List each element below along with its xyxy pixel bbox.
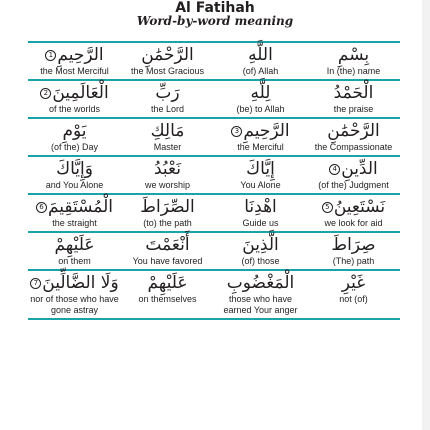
page-subtitle: Word-by-word meaning xyxy=(136,14,294,28)
word-cell xyxy=(28,233,121,269)
arabic-word xyxy=(56,159,93,180)
arabic-text: أَنْعَمْتَ xyxy=(145,235,190,255)
word-cell xyxy=(214,43,307,79)
arabic-word xyxy=(242,235,279,256)
english-meaning: (of the) Day xyxy=(50,142,99,152)
english-meaning: not (of) xyxy=(339,294,368,304)
english-meaning: You Alone xyxy=(240,180,281,190)
word-cell xyxy=(214,271,307,318)
arabic-word xyxy=(40,83,108,104)
english-meaning: the Compassionate xyxy=(314,142,393,152)
arabic-word xyxy=(334,83,374,104)
word-cell xyxy=(214,195,307,231)
arabic-word xyxy=(251,83,271,104)
arabic-text: عَلَيْهِمْ xyxy=(147,273,188,293)
ayah-number-marker: 2 xyxy=(40,88,51,99)
arabic-word xyxy=(141,45,194,66)
english-meaning: we look for aid xyxy=(324,218,383,228)
english-meaning: In (the) name xyxy=(326,66,381,76)
page-title: Al Fatihah xyxy=(175,0,255,16)
word-cell xyxy=(28,271,121,318)
word-row xyxy=(28,81,400,119)
word-cell xyxy=(307,195,400,231)
english-meaning: of the worlds xyxy=(48,104,101,114)
arabic-word xyxy=(155,83,179,104)
arabic-word xyxy=(140,197,194,218)
arabic-text: لِلَّهِ xyxy=(250,83,271,103)
arabic-word xyxy=(331,235,375,256)
ayah-number-marker: 4 xyxy=(329,164,340,175)
english-meaning: (to) the path xyxy=(143,218,192,228)
arabic-word xyxy=(227,273,294,294)
word-cell xyxy=(214,119,307,155)
arabic-text: يَوْمِ xyxy=(62,121,87,141)
arabic-text: اللَّهِ xyxy=(248,45,273,65)
arabic-word xyxy=(151,121,185,142)
word-cell xyxy=(214,81,307,117)
english-meaning: (of) Allah xyxy=(242,66,279,76)
arabic-text: الصِّرَاطَ xyxy=(140,197,195,217)
english-meaning: we worship xyxy=(144,180,191,190)
ayah-number-marker: 5 xyxy=(322,202,333,213)
english-meaning: on themselves xyxy=(138,294,197,304)
english-meaning: (of) those xyxy=(241,256,280,266)
arabic-text: اهْدِنَا xyxy=(244,197,277,217)
arabic-word xyxy=(36,197,113,218)
arabic-text: مَالِكِ xyxy=(150,121,185,141)
arabic-text: الْعَالَمِينَ xyxy=(52,83,109,103)
word-cell xyxy=(121,271,214,318)
arabic-word xyxy=(244,197,277,218)
arabic-text: الْحَمْدُ xyxy=(333,83,374,103)
word-row xyxy=(28,157,400,195)
arabic-text: صِرَاطَ xyxy=(331,235,376,255)
word-cell xyxy=(307,271,400,318)
ayah-number-marker: 1 xyxy=(45,50,56,61)
page-edge xyxy=(422,0,430,430)
english-meaning: You have favored xyxy=(132,256,203,266)
word-cell xyxy=(307,43,400,79)
arabic-text: إِيَّاكَ xyxy=(246,159,275,179)
word-row xyxy=(28,233,400,271)
arabic-text: الرَّحْمَٰنِ xyxy=(141,45,194,65)
english-meaning: and You Alone xyxy=(45,180,104,190)
english-meaning: the straight xyxy=(52,218,97,228)
word-cell xyxy=(121,157,214,193)
arabic-text: غَيْرِ xyxy=(341,273,366,293)
arabic-word xyxy=(62,121,86,142)
arabic-word xyxy=(54,235,94,256)
word-cell xyxy=(121,81,214,117)
arabic-text: الرَّحِيمِ xyxy=(243,121,290,141)
word-grid xyxy=(28,41,400,320)
word-cell xyxy=(307,81,400,117)
english-meaning: (The) path xyxy=(332,256,375,266)
arabic-text: بِسْمِ xyxy=(337,45,370,65)
word-cell xyxy=(28,195,121,231)
word-cell xyxy=(121,119,214,155)
word-cell xyxy=(121,195,214,231)
english-meaning: those who have earned Your anger xyxy=(223,294,298,315)
arabic-text: الرَّحْمَٰنِ xyxy=(327,121,380,141)
english-meaning: Guide us xyxy=(242,218,279,228)
arabic-text: وَإِيَّاكَ xyxy=(56,159,93,179)
arabic-text: وَلَا الضَّالِّينَ xyxy=(42,273,119,293)
english-meaning: (be) to Allah xyxy=(236,104,285,114)
english-meaning: nor of those who have gone astray xyxy=(30,294,119,315)
english-meaning: the praise xyxy=(333,104,374,114)
english-meaning: (of the) Judgment xyxy=(318,180,389,190)
word-cell xyxy=(28,81,121,117)
arabic-word xyxy=(147,273,187,294)
arabic-word xyxy=(338,45,369,66)
arabic-text: الَّذِينَ xyxy=(242,235,279,255)
arabic-word xyxy=(322,197,385,218)
arabic-word xyxy=(248,45,273,66)
arabic-text: الْمَغْضُوبِ xyxy=(226,273,295,293)
word-cell xyxy=(214,157,307,193)
word-cell xyxy=(307,119,400,155)
arabic-word xyxy=(45,45,103,66)
arabic-text: نَعْبُدُ xyxy=(154,159,181,179)
english-meaning: the Lord xyxy=(150,104,185,114)
word-cell xyxy=(121,233,214,269)
arabic-text: عَلَيْهِمْ xyxy=(54,235,95,255)
word-row xyxy=(28,271,400,320)
ayah-number-marker: 3 xyxy=(231,126,242,137)
english-meaning: Master xyxy=(153,142,182,152)
word-cell xyxy=(28,119,121,155)
arabic-text: رَبِّ xyxy=(155,83,180,103)
ayah-number-marker: 6 xyxy=(36,202,47,213)
word-cell xyxy=(307,233,400,269)
arabic-word xyxy=(246,159,275,180)
word-cell xyxy=(28,43,121,79)
arabic-word xyxy=(231,121,289,142)
arabic-text: نَسْتَعِينُ xyxy=(333,197,386,217)
english-meaning: the Most Gracious xyxy=(130,66,205,76)
word-row xyxy=(28,43,400,81)
word-row xyxy=(28,195,400,233)
english-meaning: on them xyxy=(58,256,91,266)
arabic-word xyxy=(30,273,118,294)
arabic-text: الْمُسْتَقِيمَ xyxy=(47,197,114,217)
arabic-word xyxy=(329,159,378,180)
word-row xyxy=(28,119,400,157)
arabic-word xyxy=(327,121,380,142)
arabic-text: الدِّينِ xyxy=(341,159,378,179)
arabic-word xyxy=(154,159,181,180)
english-meaning: the Merciful xyxy=(237,142,284,152)
word-cell xyxy=(214,233,307,269)
word-cell xyxy=(121,43,214,79)
word-cell xyxy=(28,157,121,193)
arabic-word xyxy=(342,273,365,294)
english-meaning: the Most Merciful xyxy=(40,66,109,76)
word-cell xyxy=(307,157,400,193)
arabic-text: الرَّحِيمِ xyxy=(57,45,104,65)
ayah-number-marker: 7 xyxy=(30,278,41,289)
arabic-word xyxy=(145,235,189,256)
